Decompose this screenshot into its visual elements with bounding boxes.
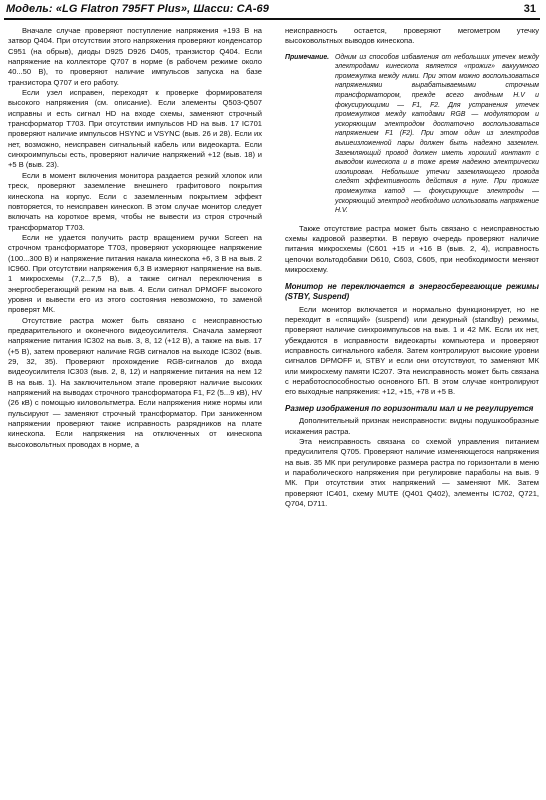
paragraph: Также отсутствие растра может быть связано с неисправностью схемы кадровой развертки. В первую очередь проверяют наличие питания микросхемы (C601 +15 и +16 В (выв. 2, 4), исправность цепочки вольтодобавки D610, C603, C605, при необходимости меняют микросхему. <box>285 223 539 275</box>
paragraph: Дополнительный признак неисправности: видны подушкообразные искажения растра. <box>285 416 539 436</box>
paragraph: Отсутствие растра может быть связано с неисправностью предварительного и оконечного видеоусилителя. Сначала замеряют напряжение питания IC302 на выв. 3, 8, 12 (+12 В), а также на выв. 17 (+5 В), затем проверяют наличие RGB сигналов на выходе IC302 (выв. 29, 32, 35). Проверяют прохождение RGB-сигналов до входа видеоусилителя IC303 (выв. 2, 8, 12) и напряжение питания на нем 12 В на выв. 1). На заключительном этапе проверяют наличие высоких напряжений на выводах строчного трансформатора F1, F2 (5...9 кВ), HV (26 кВ) с помощью киловольтметра. Если напряжения ниже нормы или пульсируют — заменяют строчный трансформатор. При заниженном напряжении проверяют также исправность разрядников на плате кинескопа. Если напряжения на отключенных от кинескопа высоковольтных проводах в норме, а <box>8 315 262 449</box>
right-column <box>285 26 539 509</box>
paragraph: Если монитор включается и нормально функционирует, но не переходит в «спящий» (suspend) или дежурный (standby) режимы, проверяют наличие синхроимпульсов на выв. 1 и 42 МК. Если их нет, убеждаются в исправности видеокарты компьютера и проверяют исправность сигнального кабеля. Затем контролируют высокие уровни сигналов DPMOFF и, STBY и если они отсутствуют, то заменяют МК или микросхему памяти IC207. Эта неисправность может быть связана с неработоспособностью основного БП. В этом случае контролируют его выходные напряжения: +12, +15, +78 и +5 В. <box>285 304 539 397</box>
paragraph: Вначале случае проверяют поступление напряжения +193 В на затвор Q404. При отсутствии этого напряжения проверяют конденсатор C951 (на обрыв), диоды D925 D926 D405, транзистор Q404. Если напряжение на коллекторе Q707 в норме (в рабочем режиме около 40...50 В), то проверяют наличие импульсов запуска на базе транзистора Q707 и его работу. <box>8 26 262 87</box>
running-title: Модель: «LG Flatron 795FT Plus», Шасси: CA-69 <box>6 3 269 15</box>
paragraph: неисправность остается, проверяют мегометром утечку высоковольтных выводов кинескопа. <box>285 26 539 46</box>
paragraph: Если узел исправен, переходят к проверке формирователя высокого напряжения (см. описание). Если элементы Q503-Q507 исправны и есть сигнал HD на входе схемы, заменяют строчный трансформатор T703. При отсутствии импульсов HD на выв. 17 IC701 проверяют наличие импульсов HSYNC и VSYNC (выв. 26 и 28). Если их нет, возможно, неисправен сигнальный кабель или видеокарта. Если синхроимпульсы есть, проверяют наличие напряжений +12 (выв. 18) и +5 В (выв. 23). <box>8 88 262 170</box>
left-column <box>8 26 262 450</box>
section-heading: Монитор не переключается в энергосберегающие режимы (STBY, Suspend) <box>285 281 539 302</box>
section-heading: Размер изображения по горизонтали мал и не регулируется <box>285 403 534 413</box>
paragraph: Если не удается получить растр вращением ручки Screen на строчном трансформаторе T703, проверяют ускоряющее напряжение (100...300 В) и напряжение питания накала кинескопа +6, 3 В на выв. 2 IC960. При отсутствии напряжения 6,3 В измеряют напряжение на выв. 1 микросхемы (7,2...7,5 В), а также сигнал переключения в энергосберегающий режим на выв. 4. Если сигнал DPMOFF высокого уровня и вывести его из этого состояния невозможно, то заменой проверят МК. <box>8 232 262 315</box>
page-number: 31 <box>523 3 536 15</box>
paragraph: Эта неисправность связана со схемой управления питанием предусилителя Q705. Проверяют наличие изменяющегося напряжения на выв. 35 МК при регулировке размера растра по горизонтали в меню и параболического напряжения при регулировке параболы на выв. 9 МК. При отсутствии этих напряжений — заменяют МК. Затем проверяют IC401, схему MUTE (Q401 Q402), элементы IC702, Q721, Q704, D711. <box>285 437 539 509</box>
note-text: Одним из способов избавления от небольших утечек между электродами кинескопа является «прожиг» вакуумного промежутка между ними. При этом можно воспользоваться напряжениями вырабатываемыми строчным трансформатором, прежде всего анодным H.V и фокусирующими — F1, F2. Для устранения утечек промежутков между катодами RGB — модулятором и ускоряющим электродом достаточно воспользоваться напряжением F1 (F2). При этом один из электродов вышеизложенной пары должен быть надежно заземлен. Заземляющий провод должен иметь хороший контакт с выводом кинескопа и в тоже время надежно электрически изолирован. Небольшие утечки заземляющего провода следят эффективность действия в нуле. При прожиге промежутка катод — фокусирующие электроды — ускоряющий электрод необходимо использовать напряжение H.V. <box>335 53 539 215</box>
note-label: Примечание. <box>285 53 330 61</box>
paragraph: Если в момент включения монитора раздается резкий хлопок или треск, проверяют заземление внешнего графитового покрытия кинескопа на корпус. Если с заземленным покрытием эффект повторяется, то неисправен кинескоп. В этом случае монитор следует включать на короткое время, чтобы не вывести из строя строчный трансформатор T703. <box>8 170 262 232</box>
header-rule <box>4 18 540 20</box>
note-block <box>285 53 539 216</box>
page-header <box>0 0 546 22</box>
